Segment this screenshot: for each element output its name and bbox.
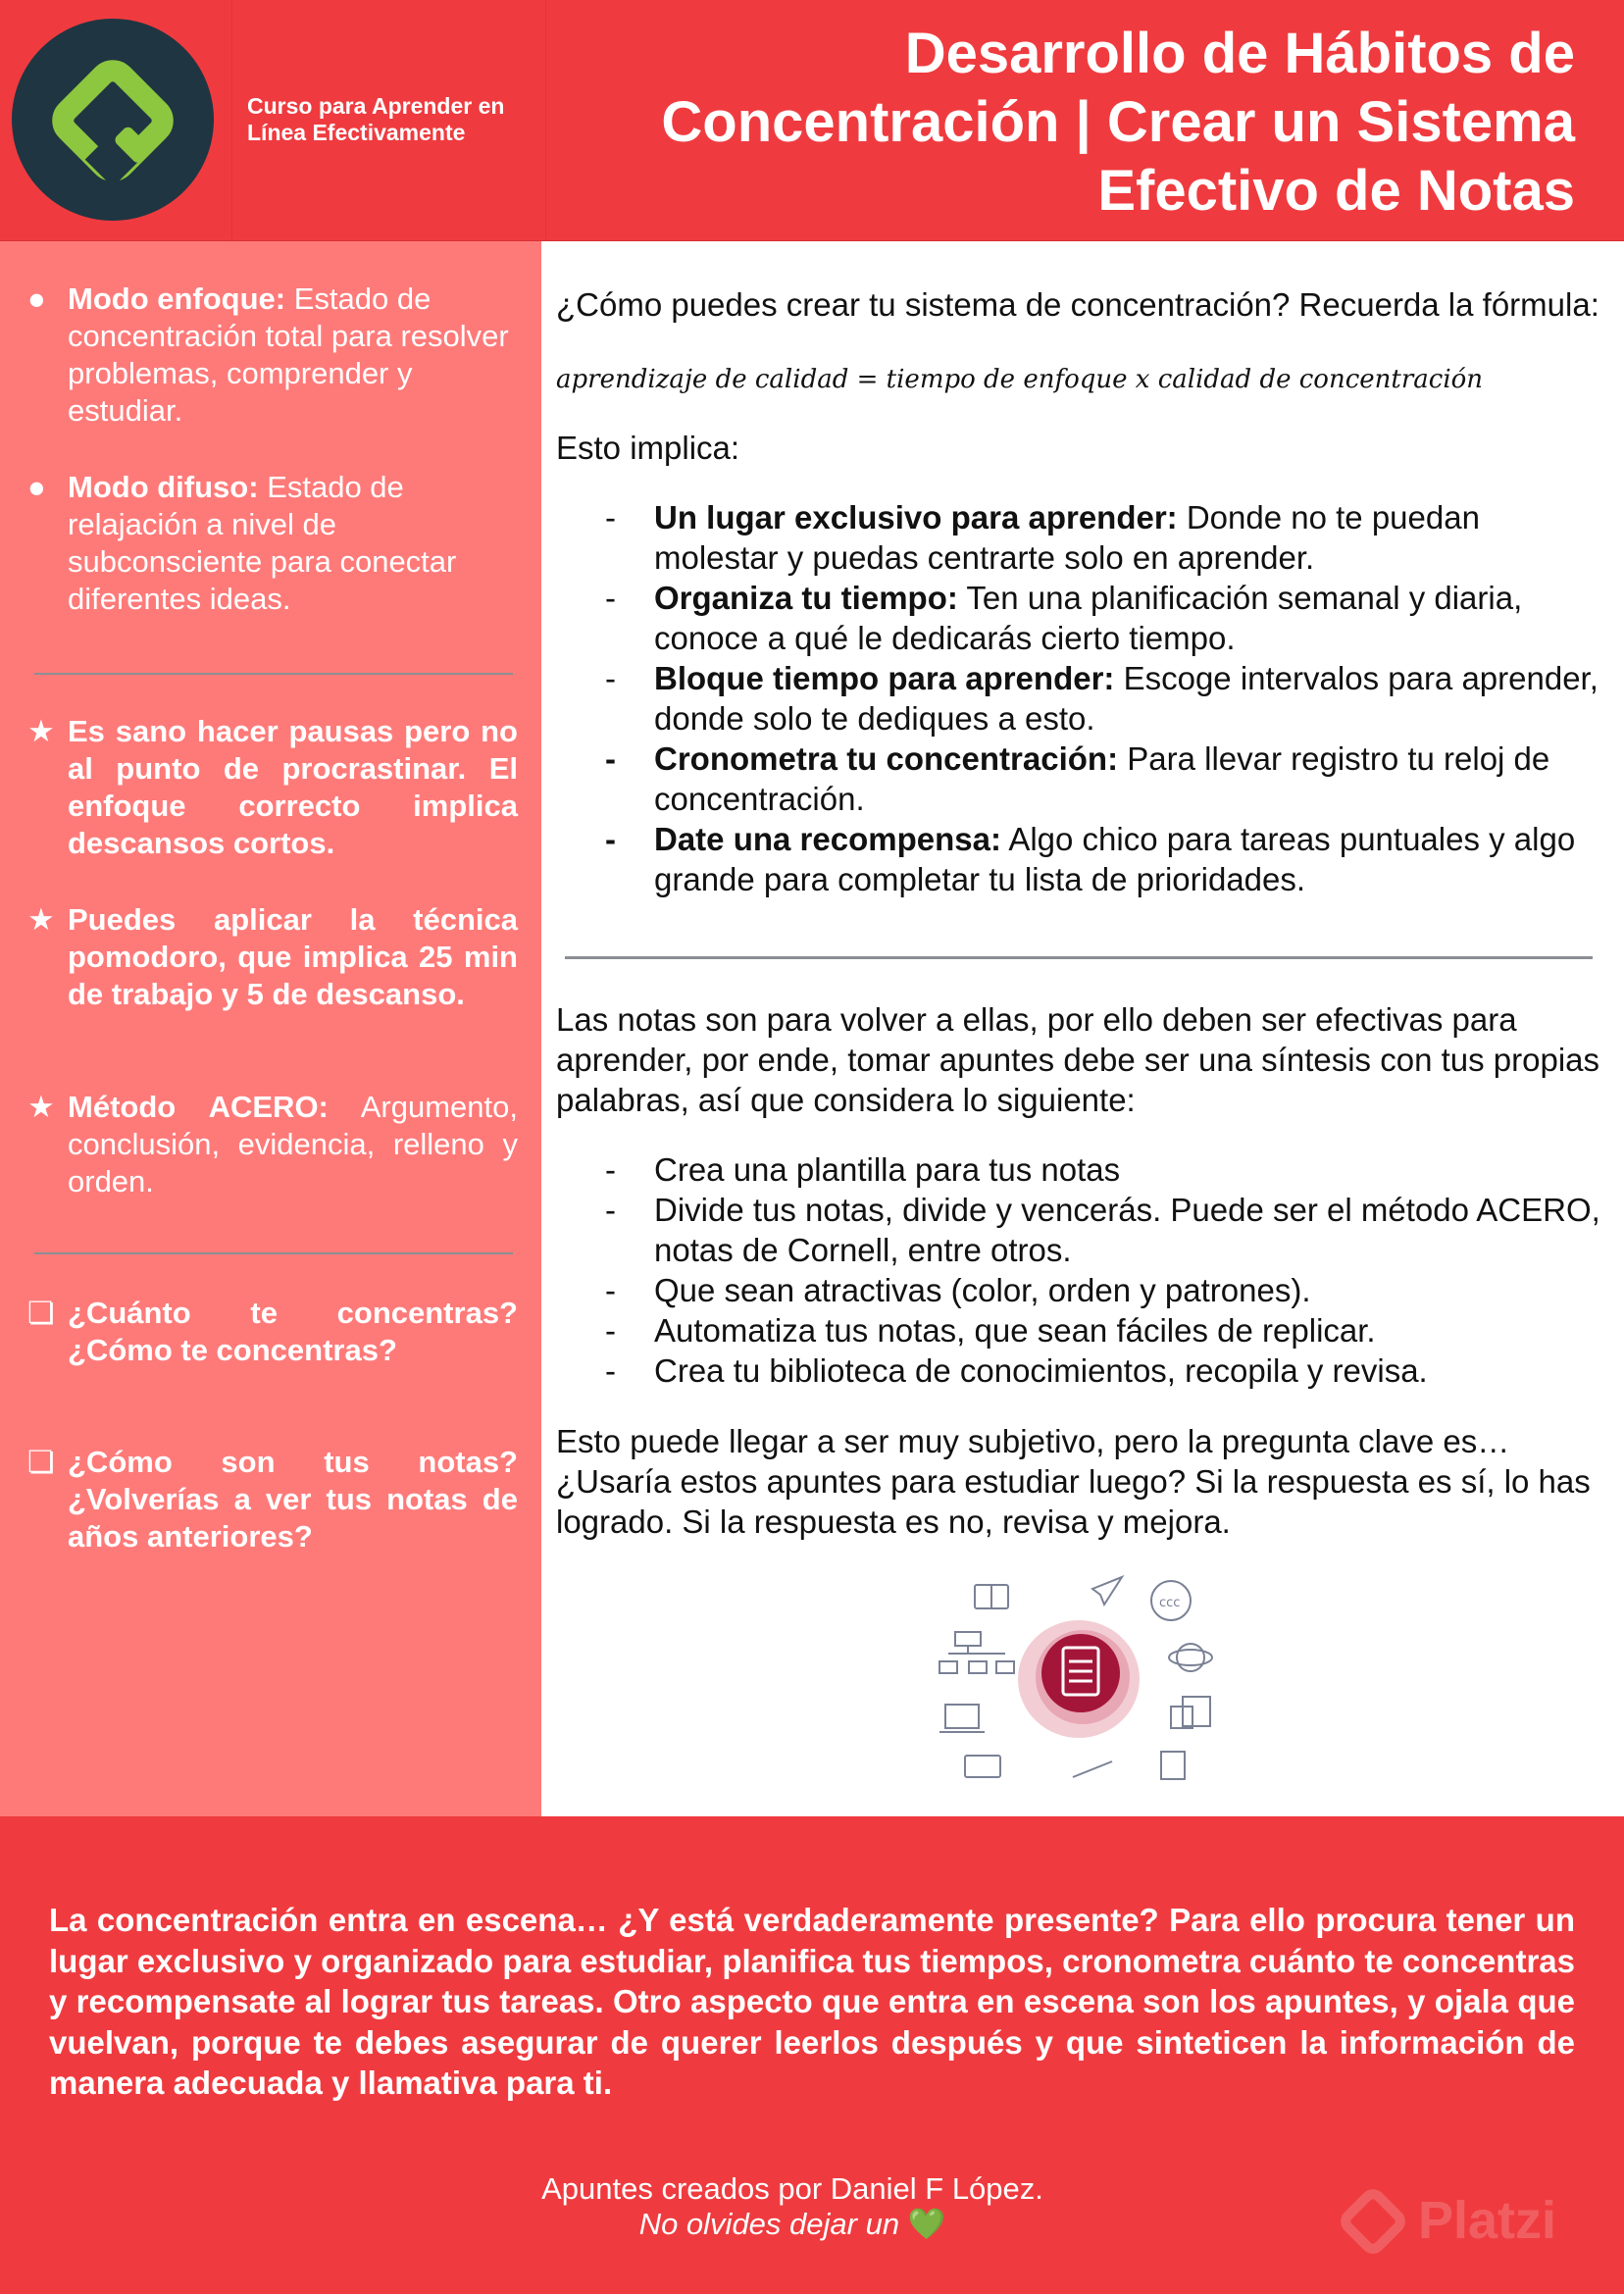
credit-reminder: No olvides dejar un <box>638 2207 900 2241</box>
habit-term: Date una recompensa: <box>654 821 1001 857</box>
sidebar-mode-item <box>27 280 518 430</box>
question-text: ¿Cómo son tus notas? ¿Volverías a ver tus notas de años anteriores? <box>68 1445 518 1554</box>
sidebar-tip-item <box>27 713 518 862</box>
dash-icon: - <box>605 660 616 696</box>
habit-text: Algo chico para tareas puntuales y algo grande para completar tu lista de prioridades. <box>654 821 1576 897</box>
bullet-icon: ● <box>27 470 46 504</box>
habit-term: Un lugar exclusivo para aprender: <box>654 499 1178 535</box>
habit-text: Ten una planificación semanal y diaria, conoce a qué le dedicarás cierto tiempo. <box>654 580 1523 656</box>
platzi-logo-icon <box>12 19 214 221</box>
habit-text: Escoge intervalos para aprender, donde solo te dediques a esto. <box>654 660 1599 737</box>
course-name: Curso para Aprender en Línea Efectivamente <box>247 93 505 145</box>
checkbox-icon: ❏ <box>27 1296 55 1330</box>
section-divider <box>565 956 1593 959</box>
platzi-watermark-logo <box>1334 2177 1618 2266</box>
sidebar-question-item <box>27 1444 518 1555</box>
notes-item <box>556 1149 1605 1190</box>
green-heart-icon: 💚 <box>907 2207 946 2241</box>
dash-icon: - <box>605 499 616 535</box>
dash-icon: - <box>605 1352 616 1389</box>
habit-item <box>556 658 1605 739</box>
title-line: Desarrollo de Hábitos de <box>904 22 1575 85</box>
dash-icon: - <box>605 1312 616 1349</box>
star-icon: ★ <box>27 902 55 937</box>
question-text: ¿Cuánto te concentras?¿Cómo te concentras? <box>68 1296 518 1367</box>
title-line: Efectivo de Notas <box>1097 159 1575 223</box>
sidebar-tip-item <box>27 901 518 1013</box>
notes-intro: Las notas son para volver a ellas, por ello deben ser efectivas para aprender, por ende, tomar apuntes debe ser una síntesis con tus propias palabras, así que considera lo siguiente: <box>556 1001 1600 1118</box>
page-title <box>575 20 1575 226</box>
habit-item <box>556 739 1605 819</box>
tip-bold: Puedes aplicar la técnica pomodoro, que implica 25 min de trabajo y 5 de descanso. <box>68 902 518 1011</box>
star-icon: ★ <box>27 1090 55 1124</box>
sidebar-tip-item <box>27 1089 518 1200</box>
sidebar-question-item <box>27 1295 518 1369</box>
tip-text: Argumento, conclusión, evidencia, relleno y orden. <box>68 1090 519 1198</box>
intro-text: ¿Cómo puedes crear tu sistema de concentración? Recuerda la fórmula: <box>556 286 1599 323</box>
dash-icon: - <box>605 1192 616 1228</box>
notes-item-text: Automatiza tus notas, que sean fáciles de replicar. <box>654 1312 1376 1349</box>
dash-icon: - <box>605 580 616 616</box>
sidebar-divider <box>34 1252 513 1254</box>
header-divider <box>545 0 546 240</box>
dash-icon: - <box>605 1151 616 1188</box>
notes-item-text: Crea una plantilla para tus notas <box>654 1151 1121 1188</box>
dash-icon: - <box>605 740 616 777</box>
mode-term: Modo enfoque: <box>68 281 286 316</box>
tip-bold: Método ACERO: <box>68 1090 329 1124</box>
watermark-text: Platzi <box>1418 2191 1557 2250</box>
svg-text:ccc: ccc <box>1159 1596 1181 1610</box>
notes-item <box>556 1270 1605 1310</box>
notes-item <box>556 1190 1605 1270</box>
notes-item <box>556 1351 1605 1391</box>
notes-item-text: Divide tus notas, divide y vencerás. Puede ser el método ACERO, notas de Cornell, entre otros. <box>654 1192 1600 1268</box>
dash-icon: - <box>605 1272 616 1308</box>
closing-text: Esto puede llegar a ser muy subjetivo, pero la pregunta clave es… ¿Usaría estos apuntes para estudiar luego? Si la respuesta es sí, lo has logrado. Si la respuesta es no, revisa y mejora. <box>556 1423 1591 1540</box>
dash-icon: - <box>605 821 616 857</box>
note-taking-illustration-icon <box>926 1569 1240 1795</box>
habits-list <box>556 497 1605 899</box>
sidebar-divider <box>34 673 513 675</box>
credit-author: Apuntes creados por Daniel F López. <box>541 2171 1043 2206</box>
tip-bold: Es sano hacer pausas pero no al punto de procrastinar. El enfoque correcto implica descansos cortos. <box>68 714 518 860</box>
implies-text: Esto implica: <box>556 430 740 466</box>
habit-text: Donde no te puedan molestar y puedas centrarte solo en aprender. <box>654 499 1480 576</box>
habit-item <box>556 819 1605 899</box>
mode-text: Estado de concentración total para resolver problemas, comprender y estudiar. <box>68 281 509 428</box>
habit-text: Para llevar registro tu reloj de concentración. <box>654 740 1550 817</box>
star-icon: ★ <box>27 714 55 748</box>
footer-summary: La concentración entra en escena… ¿Y está verdaderamente presente? Para ello procura tener un lugar exclusivo y organizado para estudiar, planifica tus tiempos, cronometra cuánto te concentras y recompensate al lograr tus tareas. Otro aspecto que entra en escena son los apuntes, y ojala que vuelvan, porque te debes asegurar de querer leerlos después y que sinteticen la información de manera adecuada y llamativa para ti. <box>49 1902 1575 2101</box>
formula: aprendizaje de calidad = tiempo de enfoque x calidad de concentración <box>556 365 1484 394</box>
habit-term: Organiza tu tiempo: <box>654 580 958 616</box>
checkbox-icon: ❏ <box>27 1445 55 1479</box>
notes-item-text: Que sean atractivas (color, orden y patrones). <box>654 1272 1311 1308</box>
habit-item <box>556 578 1605 658</box>
header <box>0 0 1624 241</box>
header-divider <box>231 0 232 240</box>
habit-term: Bloque tiempo para aprender: <box>654 660 1115 696</box>
title-line: Concentración | Crear un Sistema <box>661 90 1575 154</box>
mode-term: Modo difuso: <box>68 470 259 504</box>
habit-item <box>556 497 1605 578</box>
bullet-icon: ● <box>27 281 46 316</box>
sidebar-mode-item <box>27 469 518 618</box>
mode-text: Estado de relajación a nivel de subconsciente para conectar diferentes ideas. <box>68 470 457 616</box>
notes-list <box>556 1149 1605 1391</box>
habit-term: Cronometra tu concentración: <box>654 740 1119 777</box>
notes-item-text: Crea tu biblioteca de conocimientos, recopila y revisa. <box>654 1352 1428 1389</box>
notes-item <box>556 1310 1605 1351</box>
